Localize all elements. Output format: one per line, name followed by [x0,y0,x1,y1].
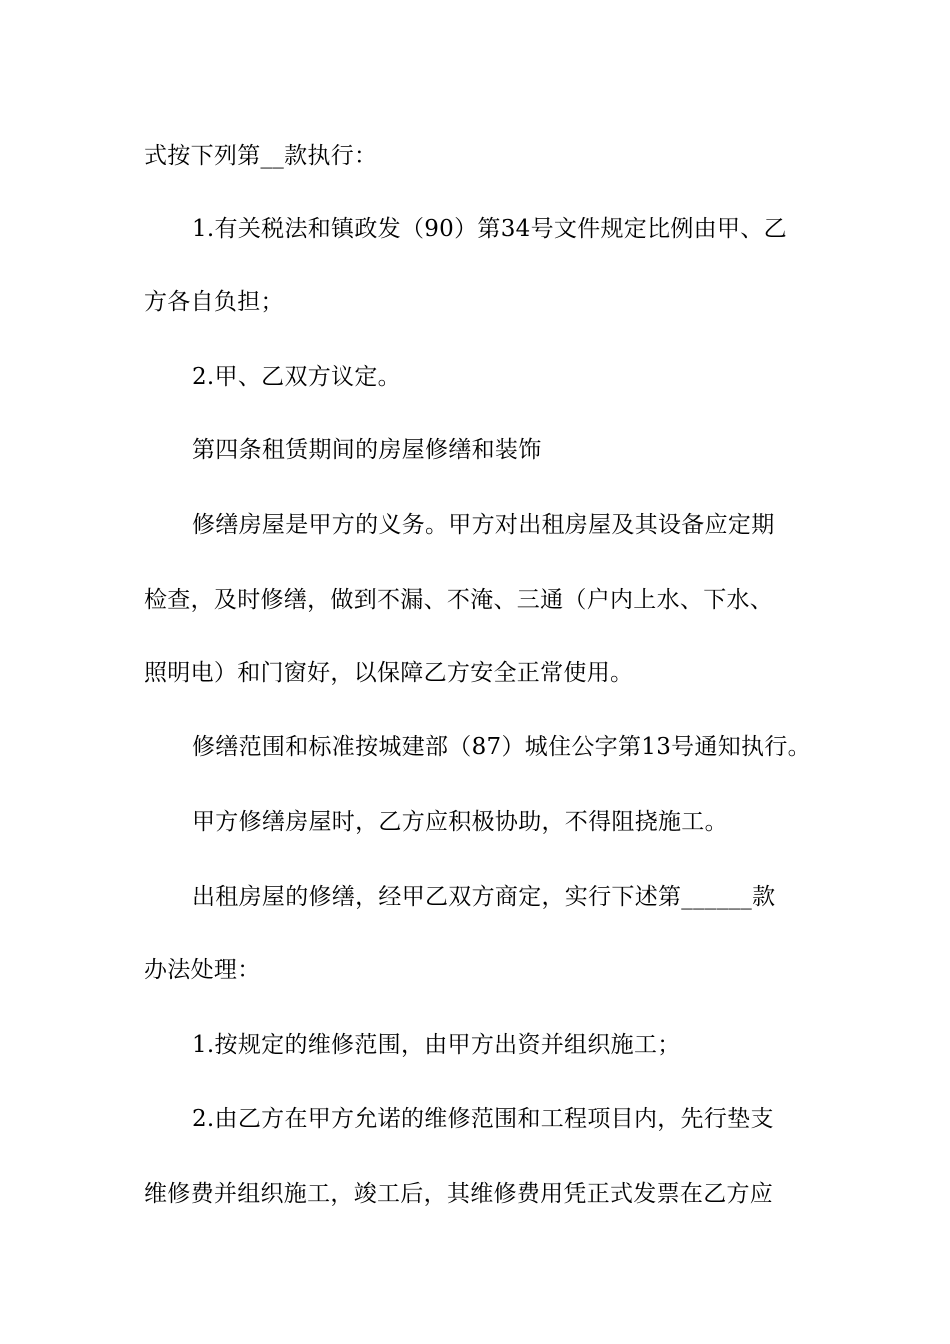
text-line: 甲方修缮房屋时，乙方应积极协助，不得阻挠施工。 [192,809,728,835]
text-line: 1.有关税法和镇政发（90）第34号文件规定比例由甲、乙 [192,216,787,242]
text-line: 方各自负担； [144,289,284,315]
text-line: 修缮房屋是甲方的义务。甲方对出租房屋及其设备应定期 [192,512,775,538]
text-line: 检查，及时修缮，做到不漏、不淹、三通（户内上水、下水、 [144,587,774,613]
text-line: 2.甲、乙双方议定。 [192,364,401,390]
text-line: 维修费并组织施工，竣工后，其维修费用凭正式发票在乙方应 [144,1181,774,1207]
text-line: 2.由乙方在甲方允诺的维修范围和工程项目内，先行垫支 [192,1106,774,1132]
text-line: 办法处理： [144,957,261,983]
text-line: 修缮范围和标准按城建部（87）城住公字第13号通知执行。 [192,734,811,760]
text-line: 式按下列第__款执行： [144,143,378,169]
text-line: 照明电）和门窗好，以保障乙方安全正常使用。 [144,660,634,686]
section-heading: 第四条租赁期间的房屋修缮和装饰 [192,437,542,463]
text-line: 1.按规定的维修范围，由甲方出资并组织施工； [192,1032,681,1058]
text-line: 出租房屋的修缮，经甲乙双方商定，实行下述第______款 [192,884,776,910]
